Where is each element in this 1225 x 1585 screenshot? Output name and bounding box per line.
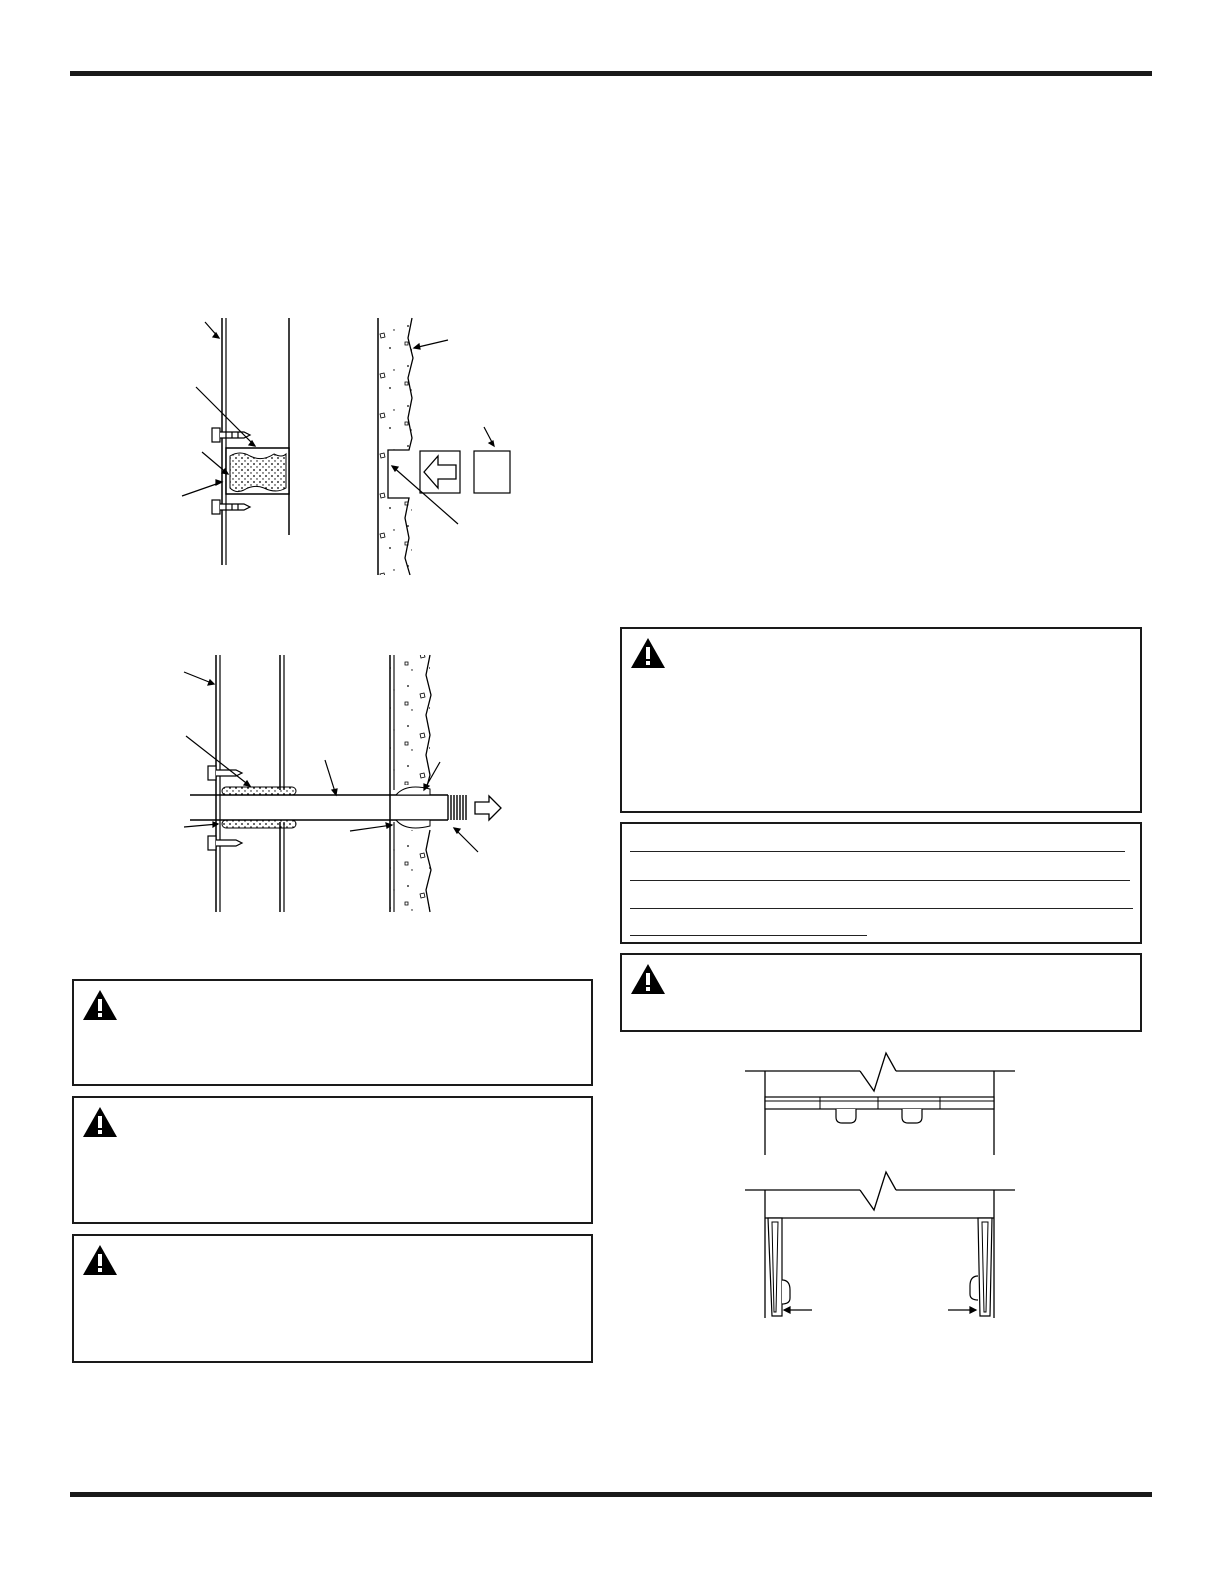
underline-2 [630,880,1130,881]
screw-icon [208,766,242,780]
warning-box-right-top [620,627,1142,813]
underline-3 [630,908,1133,909]
warning-box-right-bottom [620,953,1142,1032]
warning-triangle-icon [82,1106,118,1138]
warning-box-left-1 [72,979,593,1086]
underline-1 [630,851,1125,852]
screw-icon [208,836,242,850]
strap-installation-figure [740,1050,1020,1335]
wall-section-figure-2 [170,648,515,916]
wall-section-figure-1 [170,310,530,585]
warning-box-left-2 [72,1096,593,1224]
warning-box-left-3 [72,1234,593,1363]
warning-triangle-icon [82,989,118,1021]
underline-4 [630,935,867,936]
note-box-right [620,822,1142,944]
screw-icon [212,500,250,514]
header-rule [70,71,1152,76]
warning-triangle-icon [630,637,666,669]
warning-triangle-icon [82,1244,118,1276]
footer-rule [70,1492,1152,1497]
warning-triangle-icon [630,963,666,995]
